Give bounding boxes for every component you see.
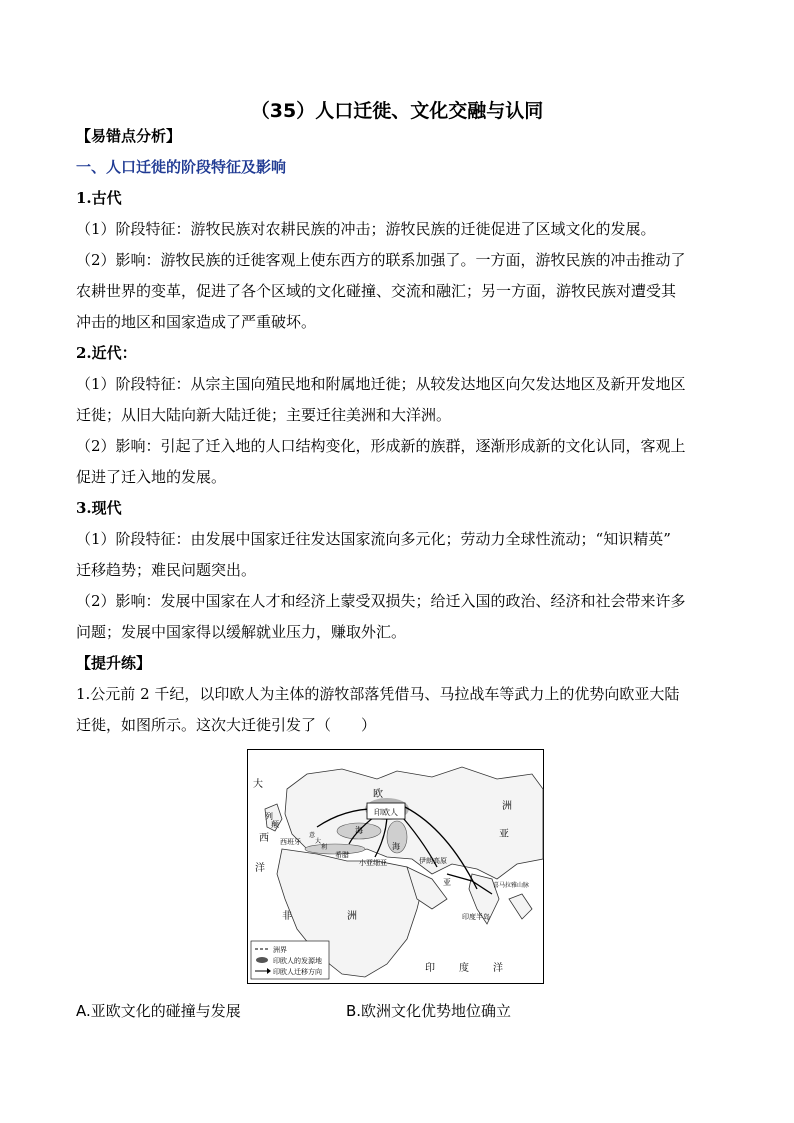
section-error-analysis: 【易错点分析】 (76, 127, 182, 145)
modern-feature-line2: 迁徙；从旧大陆向新大陆迁徙；主要迁往美洲和大洋洲。 (76, 406, 452, 424)
contemporary-feature-line1: （1）阶段特征：由发展中国家迁往发达国家流向多元化；劳动力全球性流动；“知识精英” (76, 530, 671, 548)
map-legend (251, 941, 329, 979)
legend-origin: 印欧人的发源地 (273, 957, 322, 965)
map-label-lie: 列 (265, 812, 273, 821)
map-label-yang2: 洋 (493, 963, 503, 974)
map-label-da: 大 (253, 779, 263, 790)
ancient-impact-line2: 农耕世界的变革，促进了各个区域的文化碰撞、交流和融汇；另一方面，游牧民族对遭受其 (76, 282, 677, 300)
map-label-indo-eu: 印欧人 (374, 808, 398, 817)
map-label-da2: 大 (315, 838, 322, 845)
map-label-yilang: 伊朗高原 (419, 857, 447, 865)
ancient-impact-line1: （2）影响：游牧民族的迁徙客观上使东西方的联系加强了。一方面，游牧民族的冲击推动了 (76, 251, 686, 269)
question-line2: 迁徙，如图所示。这次大迁徙引发了（ ） (76, 716, 377, 734)
modern-feature-line1: （1）阶段特征：从宗主国向殖民地和附属地迁徙；从较发达地区向欠发达地区及新开发地区 (76, 375, 686, 393)
map-label-dian: 颠 (271, 820, 279, 829)
map-label-xila: 希腊 (335, 851, 349, 859)
map-label-yi: 意 (309, 832, 316, 839)
section-practice: 【提升练】 (76, 654, 152, 672)
map-label-ou: 欧 (373, 789, 383, 800)
map-label-yindu-bandao: 印度半岛 (462, 913, 490, 921)
option-b[interactable]: B.欧洲文化优势地位确立 (346, 1002, 512, 1020)
map-label-yin: 印 (425, 963, 435, 974)
modern-impact-line2: 促进了迁入地的发展。 (76, 468, 227, 486)
ancient-label: 1.古代 (76, 189, 122, 207)
migration-map (247, 749, 544, 984)
contemporary-feature-line2: 迁移趋势；难民问题突出。 (76, 561, 257, 579)
map-label-xi: 西 (259, 833, 269, 844)
legend-direction: 印欧人迁移方向 (273, 968, 322, 976)
map-label-hai1: 海 (355, 826, 363, 835)
map-label-zhou-e: 洲 (502, 801, 512, 812)
map-label-xibanya: 西班牙 (280, 838, 301, 846)
ancient-feature: （1）阶段特征：游牧民族对农耕民族的冲击；游牧民族的迁徙促进了区域文化的发展。 (76, 220, 656, 238)
map-label-ya: 亚 (499, 829, 509, 840)
map-label-xiaoyaxiya: 小亚细亚 (359, 859, 387, 867)
ancient-impact-line3: 冲击的地区和国家造成了严重破坏。 (76, 313, 317, 331)
map-label-ximalaya: 喜马拉雅山脉 (493, 882, 530, 889)
map-label-yang: 洋 (255, 863, 265, 874)
map-label-li: 利 (321, 844, 328, 851)
heading-migration-stages: 一、人口迁徙的阶段特征及影响 (76, 158, 287, 176)
map-label-fei: 非 (282, 911, 292, 922)
map-label-zhou-af: 洲 (347, 911, 357, 922)
contemporary-impact-line1: （2）影响：发展中国家在人才和经济上蒙受双损失；给迁入国的政治、经济和社会带来许多 (76, 592, 686, 610)
map-label-ya2: 亚 (443, 878, 451, 887)
contemporary-impact-line2: 问题；发展中国家得以缓解就业压力，赚取外汇。 (76, 623, 407, 641)
map-label-du: 度 (459, 963, 469, 974)
map-label-hai2: 海 (392, 842, 400, 851)
question-line1: 1.公元前 2 千纪，以印欧人为主体的游牧部落凭借马、马拉战车等武力上的优势向欧亚大陆 (76, 685, 680, 703)
option-a[interactable]: A.亚欧文化的碰撞与发展 (76, 1002, 241, 1020)
legend-boundary: 洲界 (273, 946, 287, 954)
modern-impact-line1: （2）影响：引起了迁入地的人口结构变化，形成新的族群，逐渐形成新的文化认同，客观上 (76, 437, 686, 455)
page-title: （35）人口迁徙、文化交融与认同 (250, 100, 544, 122)
contemporary-label: 3.现代 (76, 499, 122, 517)
modern-label: 2.近代： (76, 344, 137, 362)
